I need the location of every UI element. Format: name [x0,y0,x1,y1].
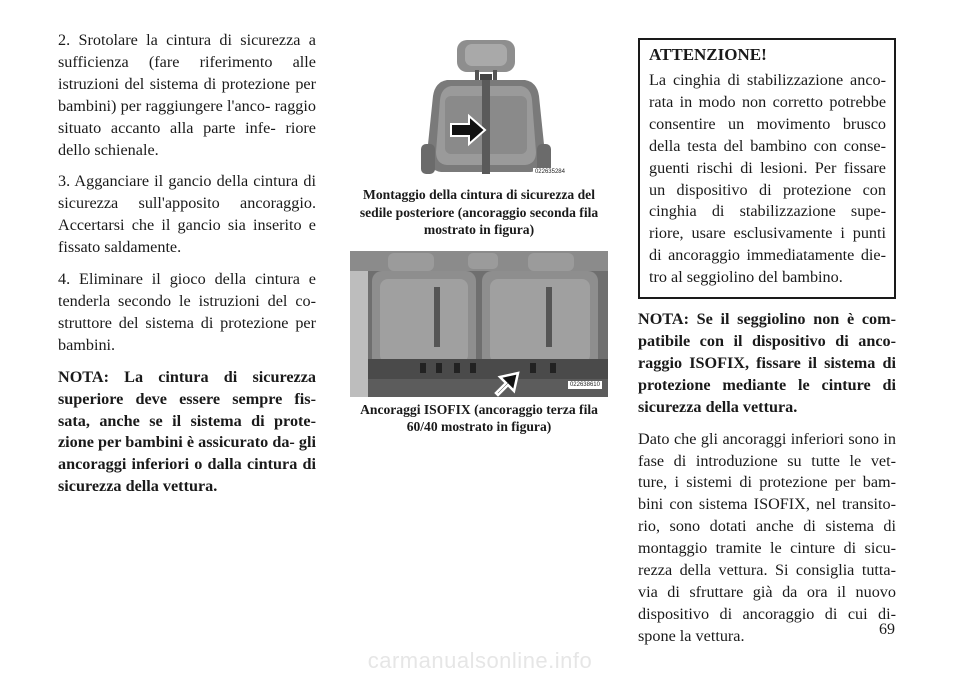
figure-seat-belt-mounting [385,34,573,182]
page-number: 69 [879,621,895,638]
isofix-paragraph: Dato che gli ancoraggi inferiori sono in fase di introduzione su tutte le vet- ture, i sistemi di protezione per bam- bini con sistema ISOFIX, nel transito- rio, sono dotati anche di sistema di montaggio tramite le cinture di sicu- rezza della vettura. Si consiglia tutta- via di sfruttare già da ora il nuovo dispositivo di ancoraggio di cui di- spone la vettura. [638,429,896,645]
figure-caption: Ancoraggi ISOFIX (ancoraggio terza fila 60/40 mostrato in figura) [360,401,598,434]
warning-text: La cinghia di stabilizzazione anco- rata in modo non corretto potrebbe consentire un movimento brusco della testa del bambino con conse- guenti rischi di lesioni. Per fissare un dispositivo di protezione con cinghia di stabilizzazione supe- riore, usare esclusivamente i punti di ancoraggio immediatamente die- tro al seggiolino del bambino. [649,71,886,287]
seat-belt-mounting-image [385,34,573,182]
step-4-text: 4. Eliminare il gioco della cintura e tenderla secondo le istruzioni del co- struttore del sistema di protezione per bambini. [58,270,316,354]
figure-code: 022638610 [569,381,600,388]
figure-caption: Montaggio della cintura di sicurezza del sedile posteriore (ancoraggio seconda fila mostrato in figura) [359,187,599,237]
note-top-tether: NOTA: La cintura di sicurezza superiore deve essere sempre fis- sata, anche se il sistema di prote- zione per bambini è assicurato da- gli ancoraggi inferiori o dalla cintura di sicurezza della vettura. [58,367,316,496]
left-column [58,30,316,508]
right-column [638,38,896,658]
warning-box [638,38,896,299]
note-isofix: NOTA: Se il seggiolino non è com- patibile con il dispositivo di anco- raggio ISOFIX, fissare il sistema di protezione mediante le cinture di sicurezza della vettura. [638,310,896,416]
warning-title: ATTENZIONE! [649,45,767,64]
step-2-text: 2. Srotolare la cintura di sicurezza a sufficienza (fare riferimento alle istruzioni del sistema di protezione per bambini) per raggiungere l'anco- raggio situato accanto alla parte infe- riore dello schienale. [58,31,316,159]
figure-code: 022635284 [534,169,565,175]
isofix-anchors-image [350,251,608,397]
middle-column [348,30,610,436]
watermark: carmanualsonline.info [367,648,593,673]
step-3-text: 3. Agganciare il gancio della cintura di sicurezza sull'apposito ancoraggio. Accertarsi che il gancio sia inserito e fissato saldamente. [58,172,316,257]
figure-isofix-anchors [350,251,608,397]
